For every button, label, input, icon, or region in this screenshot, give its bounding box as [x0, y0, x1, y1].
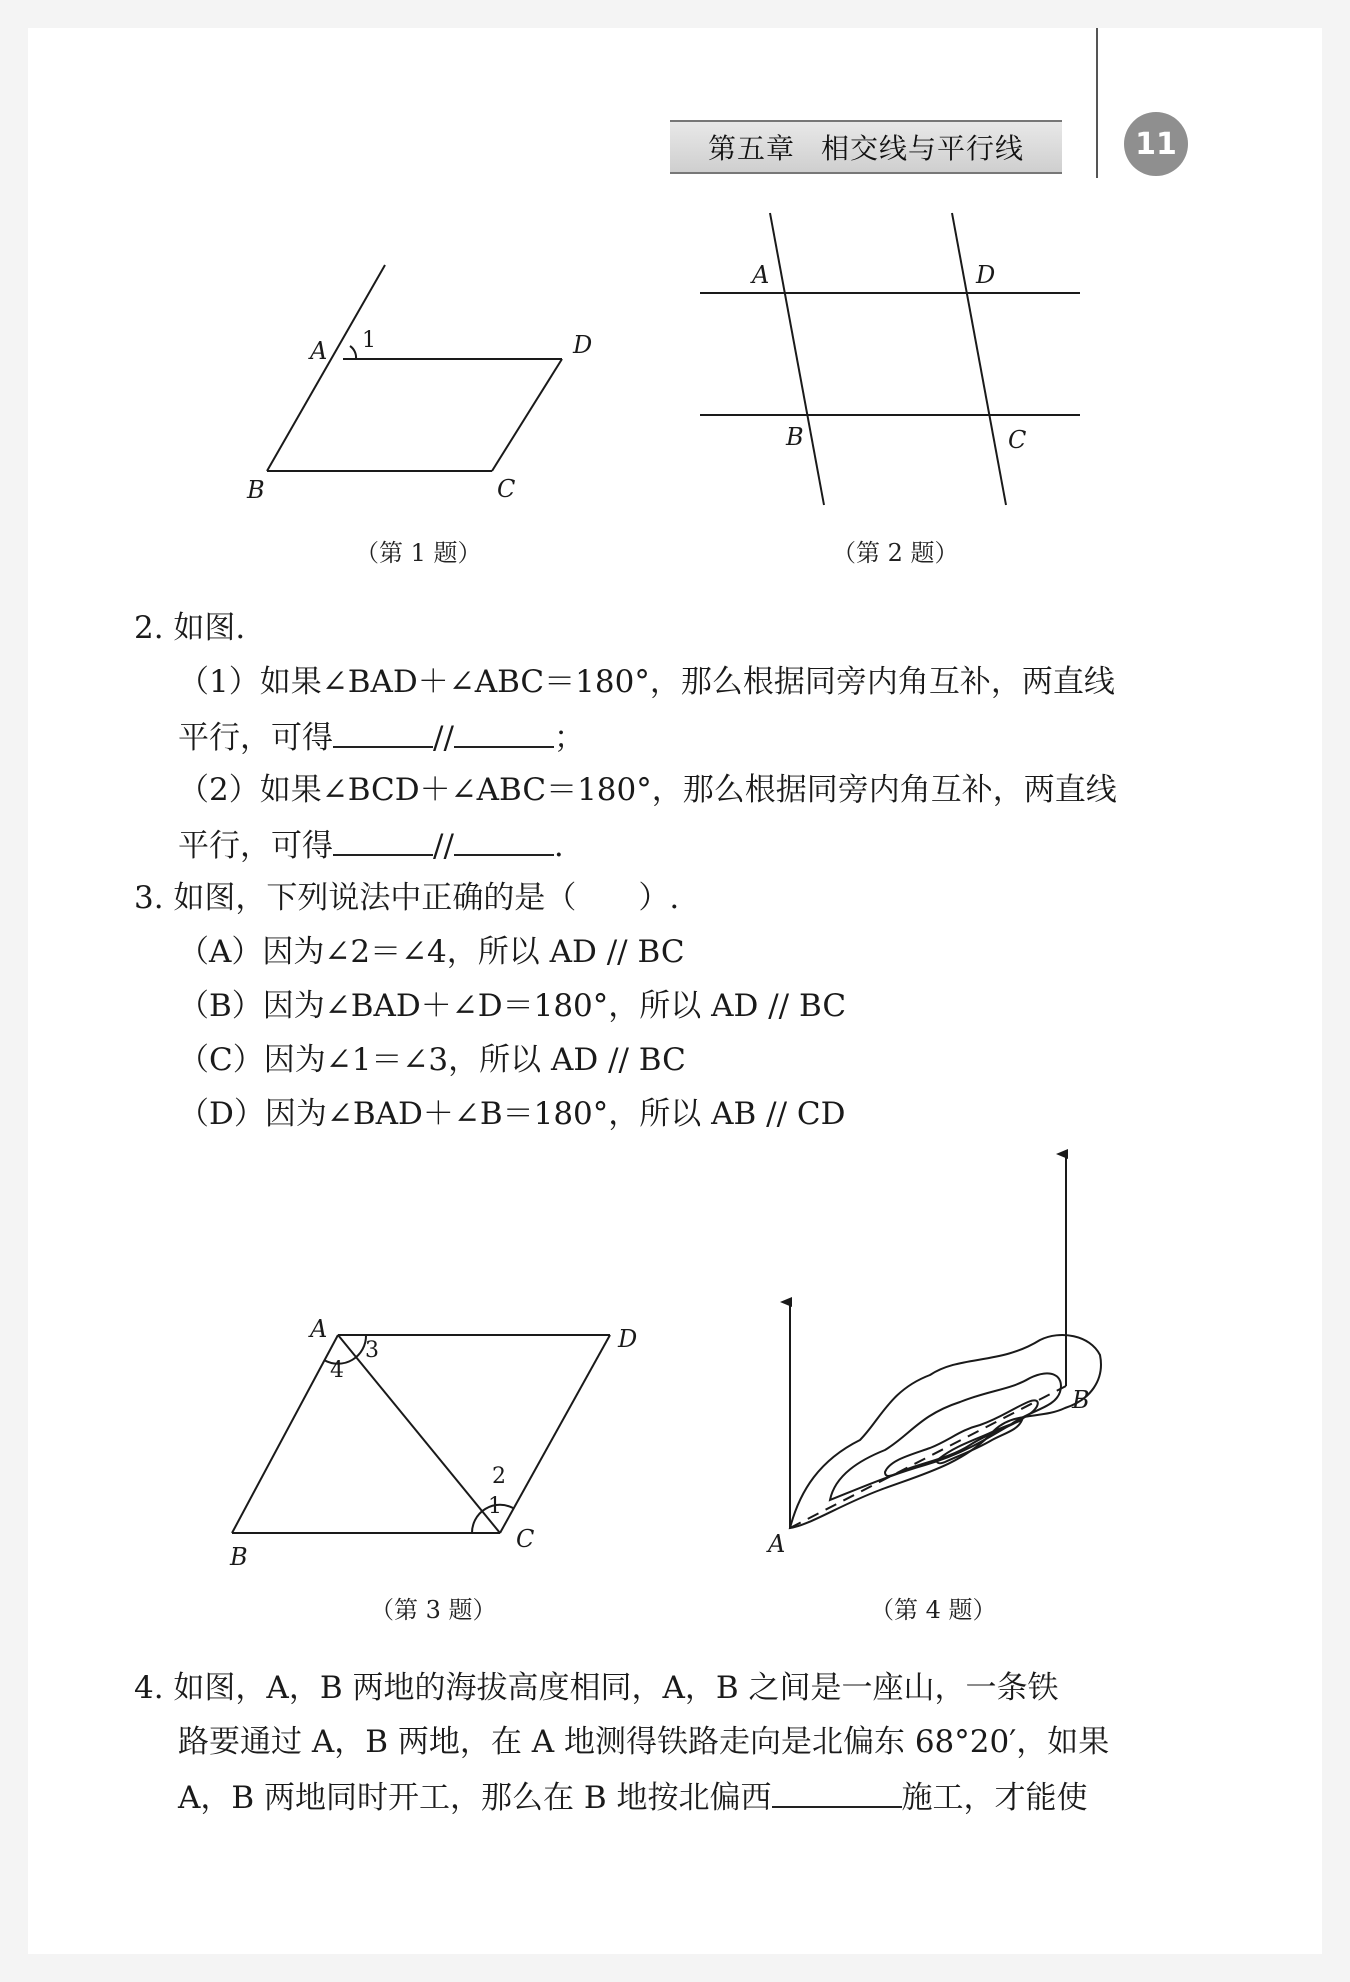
fig3-diagonal-ac	[338, 1335, 500, 1533]
q3-option-d: （D）因为∠BAD＋∠B＝180°，所以 AB // CD	[178, 1096, 846, 1132]
chapter-number: 第五章	[707, 132, 795, 165]
fig2-transversal-left	[770, 213, 824, 505]
fig2-label-c: C	[1008, 426, 1027, 454]
fig3-label-b: B	[230, 1543, 248, 1571]
fig1-label-b: B	[247, 476, 265, 504]
q2-part2-blank-1[interactable]	[333, 824, 433, 856]
fig4-railway-dashed	[790, 1386, 1066, 1528]
q2-part1-blank-2[interactable]	[454, 716, 554, 748]
q2-part2-blank-2[interactable]	[454, 824, 554, 856]
q3-option-c: （C）因为∠1＝∠3，所以 AD // BC	[178, 1042, 686, 1078]
fig1-label-d: D	[573, 331, 593, 359]
q2-part2-line2: 平行，可得 // .	[178, 824, 564, 866]
fig1-ray-ba	[267, 265, 385, 471]
q2-part1-line1: （1）如果∠BAD＋∠ABC＝180°，那么根据同旁内角互补，两直线	[178, 664, 1115, 700]
q3-stem: 3. 如图，下列说法中正确的是（ ）.	[134, 880, 680, 916]
fig4-label-a: A	[768, 1530, 786, 1558]
figure-1	[230, 255, 630, 515]
fig4-contour-outer	[790, 1335, 1101, 1528]
chapter-header	[670, 120, 1062, 174]
figure-3	[210, 1315, 650, 1585]
q4-answer-blank[interactable]	[772, 1776, 902, 1808]
q2-part2-line1: （2）如果∠BCD＋∠ABC＝180°，那么根据同旁内角互补，两直线	[178, 772, 1117, 808]
fig3-label-c: C	[516, 1525, 535, 1553]
fig3-side-cd	[500, 1335, 610, 1533]
fig2-label-b: B	[786, 423, 804, 451]
fig3-angle-3: 3	[365, 1338, 379, 1363]
figure-4	[760, 1140, 1100, 1560]
fig4-contour-middle	[830, 1373, 1061, 1500]
fig3-angle-4: 4	[330, 1358, 344, 1383]
fig3-angle-2: 2	[492, 1464, 506, 1489]
q4-line2: 路要通过 A，B 两地，在 A 地测得铁路走向是北偏东 68°20′，如果	[178, 1724, 1110, 1760]
fig1-angle-arc	[350, 346, 356, 359]
page-number-badge: 11	[1124, 112, 1188, 176]
figure-2	[690, 205, 1090, 520]
q2-part1-blank-1[interactable]	[333, 716, 433, 748]
fig2-label-a: A	[752, 261, 770, 289]
fig3-caption: （第 3 题）	[370, 1596, 497, 1624]
header-divider	[1096, 28, 1098, 178]
q3-option-b: （B）因为∠BAD＋∠D＝180°，所以 AD // BC	[178, 988, 847, 1024]
fig2-transversal-right	[952, 213, 1006, 505]
q2-stem: 2. 如图.	[134, 610, 246, 646]
fig4-label-b: B	[1072, 1386, 1090, 1414]
fig1-label-c: C	[497, 475, 516, 503]
fig3-side-ab	[232, 1335, 338, 1533]
q3-option-a: （A）因为∠2＝∠4，所以 AD // BC	[178, 934, 685, 970]
fig2-label-d: D	[976, 261, 996, 289]
q2-part1-line2: 平行，可得 // ；	[178, 716, 585, 758]
q4-line1: 4. 如图，A，B 两地的海拔高度相同，A，B 之间是一座山，一条铁	[134, 1670, 1059, 1706]
fig4-contour-inner	[885, 1400, 1038, 1476]
fig1-label-angle-1: 1	[362, 328, 376, 353]
fig4-caption: （第 4 题）	[870, 1596, 997, 1624]
fig3-label-d: D	[618, 1325, 638, 1353]
q4-line3: A，B 两地同时开工，那么在 B 地按北偏西 施工，才能使	[178, 1776, 1088, 1818]
fig3-label-a: A	[310, 1315, 328, 1343]
chapter-title: 相交线与平行线	[821, 132, 1025, 165]
fig1-label-a: A	[310, 337, 328, 365]
fig1-caption: （第 1 题）	[355, 539, 482, 567]
fig3-angle-1: 1	[488, 1494, 502, 1519]
fig2-caption: （第 2 题）	[832, 539, 959, 567]
fig1-side-dc	[492, 359, 562, 471]
